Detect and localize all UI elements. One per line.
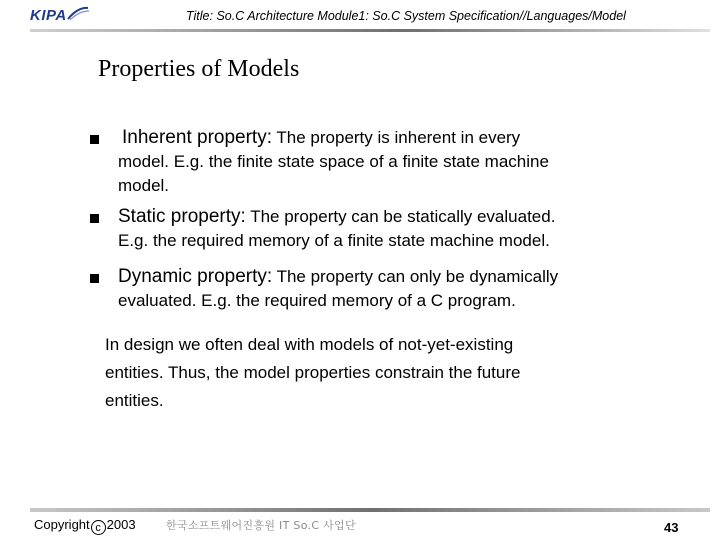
logo-swoosh-icon <box>66 5 90 21</box>
bullet-term: Dynamic property: <box>118 266 273 287</box>
design-paragraph <box>105 331 635 415</box>
paragraph-line: entities. Thus, the model properties constrain the future <box>105 363 521 382</box>
bullet-inherent-property <box>118 126 688 198</box>
bullet-square-icon <box>90 274 99 283</box>
copyright-year: 2003 <box>106 517 136 532</box>
copyright-prefix: Copyright <box>34 517 90 532</box>
footer-divider <box>30 508 710 512</box>
bullet-line: The property is inherent in every <box>271 128 521 147</box>
paragraph-line: In design we often deal with models of not-yet-existing <box>105 335 514 354</box>
copyright-icon: c <box>91 520 106 535</box>
bullet-term: Inherent property: <box>122 127 272 148</box>
kipa-logo <box>30 7 90 25</box>
logo-text: KIPA <box>30 7 67 24</box>
bullet-static-property <box>118 205 688 253</box>
bullet-line: E.g. the required memory of a finite state machine model. <box>118 231 550 250</box>
bullet-line: model. <box>118 176 170 195</box>
copyright-notice <box>34 517 136 535</box>
bullet-term: Static property: <box>118 206 246 227</box>
organization-name: 한국소프트웨어진흥원 IT So.C 사업단 <box>166 519 356 532</box>
bullet-line: The property can be statically evaluated. <box>245 207 556 226</box>
bullet-line: model. E.g. the finite state space of a finite state machine <box>118 152 549 171</box>
paragraph-line: entities. <box>105 391 164 410</box>
bullet-line: evaluated. E.g. the required memory of a C program. <box>118 291 516 310</box>
bullet-square-icon <box>90 135 99 144</box>
slide-title: Properties of Models <box>98 56 300 82</box>
header-title: Title: So.C Architecture Module1: So.C System Specification//Languages/Model <box>186 9 626 23</box>
header-divider <box>30 29 710 32</box>
page-number: 43 <box>664 520 679 535</box>
bullet-dynamic-property <box>118 265 688 313</box>
bullet-square-icon <box>90 214 99 223</box>
bullet-line: The property can only be dynamically <box>272 267 559 286</box>
